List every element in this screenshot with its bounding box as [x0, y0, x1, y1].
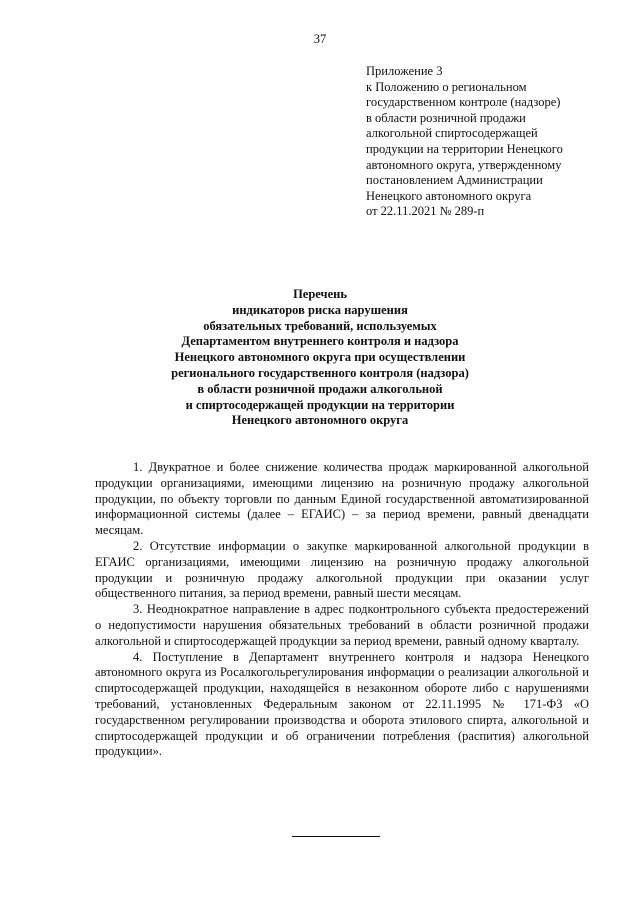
page-number: 37: [313, 32, 327, 46]
appendix-line: постановлением Администрации: [366, 173, 543, 188]
appendix-line: Ненецкого автономного округа: [366, 188, 532, 203]
appendix-line: Приложение 3: [366, 64, 443, 78]
appendix-line: в области розничной продажи: [366, 110, 526, 125]
title-line: индикаторов риска нарушения: [232, 302, 408, 317]
title-line: Ненецкого автономного округа: [231, 413, 409, 428]
appendix-line: к Положению о региональном: [366, 79, 527, 94]
appendix-line: автономного округа, утвержденному: [366, 157, 562, 172]
closing-divider: [292, 836, 380, 837]
appendix-block: [366, 64, 616, 220]
indicator-item-1: 1. Двукратное и более снижение количества продаж маркированной алкогольной продукции организациями, имеющими лицензию на розничную продажу алкогольной продукции, по объекту торговли по данным Единой государственной автоматизированной информационной системы (далее – ЕГАИС) – за период времени, равный двенадцати месяцам.: [95, 460, 589, 538]
title-line: в области розничной продажи алкогольной: [197, 381, 443, 396]
indicator-item-4: 4. Поступление в Департамент внутреннего контроля и надзора Ненецкого автономного округа из Росалкогольрегулирования информации о реализации алкогольной и спиртосодержащей продукции, находящейся в незаконном обороте либо с нарушениями требований, установленных Федеральным законом от 22.11.1995 № 171-ФЗ «О государственном регулировании производства и оборота этилового спирта, алкогольной и спиртосодержащей продукции и об ограничении потребления (распития) алкогольной продукции».: [95, 649, 589, 759]
document-title: [80, 287, 560, 429]
title-line: Ненецкого автономного округа при осуществлении: [174, 350, 466, 365]
appendix-line: от 22.11.2021 № 289-п: [366, 204, 485, 219]
title-line: Перечень: [293, 287, 347, 301]
title-line: Департаментом внутреннего контроля и надзора: [181, 334, 459, 349]
indicator-item-2: 2. Отсутствие информации о закупке маркированной алкогольной продукции в ЕГАИС организациями, имеющими лицензию на розничную продажу алкогольной продукции и розничную продажу алкогольной продукции при оказании услуг общественного питания, за период времени, равный шести месяцам.: [95, 538, 589, 601]
title-line: регионального государственного контроля (надзора): [171, 365, 469, 380]
title-line: и спиртосодержащей продукции на территории: [185, 397, 455, 412]
appendix-line: продукции на территории Ненецкого: [366, 141, 563, 156]
indicators-list: [95, 460, 589, 760]
title-line: обязательных требований, используемых: [203, 318, 437, 333]
appendix-line: алкогольной спиртосодержащей: [366, 126, 538, 141]
appendix-line: государственном контроле (надзоре): [366, 95, 561, 110]
indicator-item-3: 3. Неоднократное направление в адрес подконтрольного субъекта предостережений о недопустимости нарушения обязательных требований в области розничной продажи алкогольной и спиртосодержащей продукции за период времени, равный одному кварталу.: [95, 602, 589, 648]
